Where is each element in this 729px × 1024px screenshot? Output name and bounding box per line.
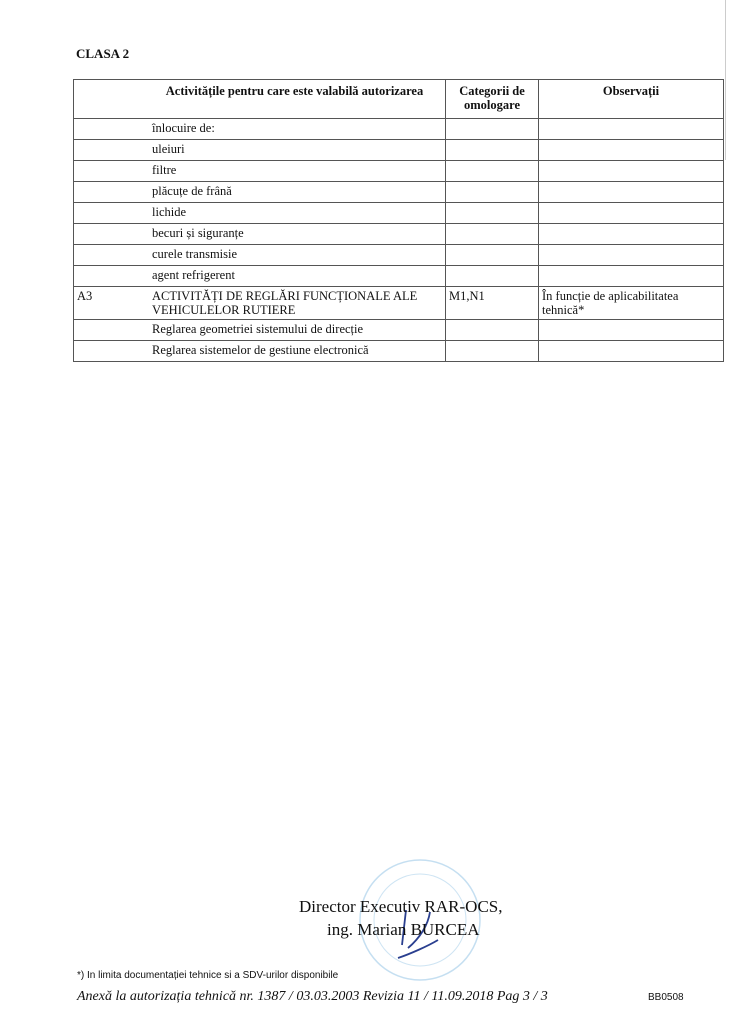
code-header bbox=[74, 80, 145, 119]
row-code bbox=[74, 119, 145, 140]
row-activity: becuri și siguranțe bbox=[144, 224, 446, 245]
row-code bbox=[74, 245, 145, 266]
row-observation bbox=[539, 203, 724, 224]
table-row bbox=[74, 182, 724, 203]
row-category bbox=[446, 203, 539, 224]
document-code: BB0508 bbox=[648, 992, 684, 1003]
activities-header: Activitățile pentru care este valabilă autorizarea bbox=[144, 80, 446, 119]
class-heading: CLASA 2 bbox=[76, 46, 130, 61]
row-activity: ACTIVITĂȚI DE REGLĂRI FUNCȚIONALE ALE VEHICULELOR RUTIERE bbox=[144, 287, 446, 320]
row-category bbox=[446, 245, 539, 266]
annex-reference: Anexă la autorizația tehnică nr. 1387 / 03.03.2003 Revizia 11 / 11.09.2018 Pag 3 / 3 bbox=[77, 989, 548, 1004]
table-row bbox=[74, 140, 724, 161]
row-category bbox=[446, 224, 539, 245]
row-activity: Reglarea sistemelor de gestiune electronică bbox=[144, 341, 446, 362]
row-activity: agent refrigerent bbox=[144, 266, 446, 287]
row-activity: lichide bbox=[144, 203, 446, 224]
observations-header: Observații bbox=[539, 80, 724, 119]
row-observation bbox=[539, 161, 724, 182]
table-row bbox=[74, 119, 724, 140]
row-category bbox=[446, 161, 539, 182]
row-category bbox=[446, 266, 539, 287]
row-code bbox=[74, 341, 145, 362]
row-activity: uleiuri bbox=[144, 140, 446, 161]
row-code bbox=[74, 266, 145, 287]
row-observation bbox=[539, 245, 724, 266]
table-row bbox=[74, 203, 724, 224]
row-observation bbox=[539, 320, 724, 341]
table-row bbox=[74, 266, 724, 287]
row-observation bbox=[539, 266, 724, 287]
row-observation bbox=[539, 140, 724, 161]
row-observation bbox=[539, 119, 724, 140]
row-activity: curele transmisie bbox=[144, 245, 446, 266]
row-activity: înlocuire de: bbox=[144, 119, 446, 140]
table-row bbox=[74, 161, 724, 182]
row-code: A3 bbox=[74, 287, 145, 320]
table-row bbox=[74, 224, 724, 245]
signatory-name: ing. Marian BURCEA bbox=[327, 920, 480, 939]
row-observation bbox=[539, 341, 724, 362]
row-category bbox=[446, 320, 539, 341]
categories-header: Categorii de omologare bbox=[446, 80, 539, 119]
row-observation bbox=[539, 182, 724, 203]
row-code bbox=[74, 161, 145, 182]
row-category bbox=[446, 182, 539, 203]
activities-table bbox=[73, 79, 724, 362]
table-row bbox=[74, 320, 724, 341]
row-code bbox=[74, 320, 145, 341]
row-code bbox=[74, 182, 145, 203]
row-activity: filtre bbox=[144, 161, 446, 182]
row-code bbox=[74, 224, 145, 245]
table-body bbox=[74, 119, 724, 362]
row-activity: Reglarea geometriei sistemului de direcție bbox=[144, 320, 446, 341]
table-header-row bbox=[74, 80, 724, 119]
row-category: M1,N1 bbox=[446, 287, 539, 320]
table-row bbox=[74, 245, 724, 266]
row-observation bbox=[539, 224, 724, 245]
table-row bbox=[74, 341, 724, 362]
row-category bbox=[446, 140, 539, 161]
row-category bbox=[446, 341, 539, 362]
page-edge bbox=[725, 0, 726, 160]
row-category bbox=[446, 119, 539, 140]
signatory-title: Director Executiv RAR-OCS, bbox=[299, 897, 503, 916]
row-observation: În funcție de aplicabilitatea tehnică* bbox=[539, 287, 724, 320]
row-activity: plăcuțe de frână bbox=[144, 182, 446, 203]
table-row bbox=[74, 287, 724, 320]
row-code bbox=[74, 140, 145, 161]
row-code bbox=[74, 203, 145, 224]
footnote: *) In limita documentației tehnice si a SDV-urilor disponibile bbox=[77, 970, 339, 981]
